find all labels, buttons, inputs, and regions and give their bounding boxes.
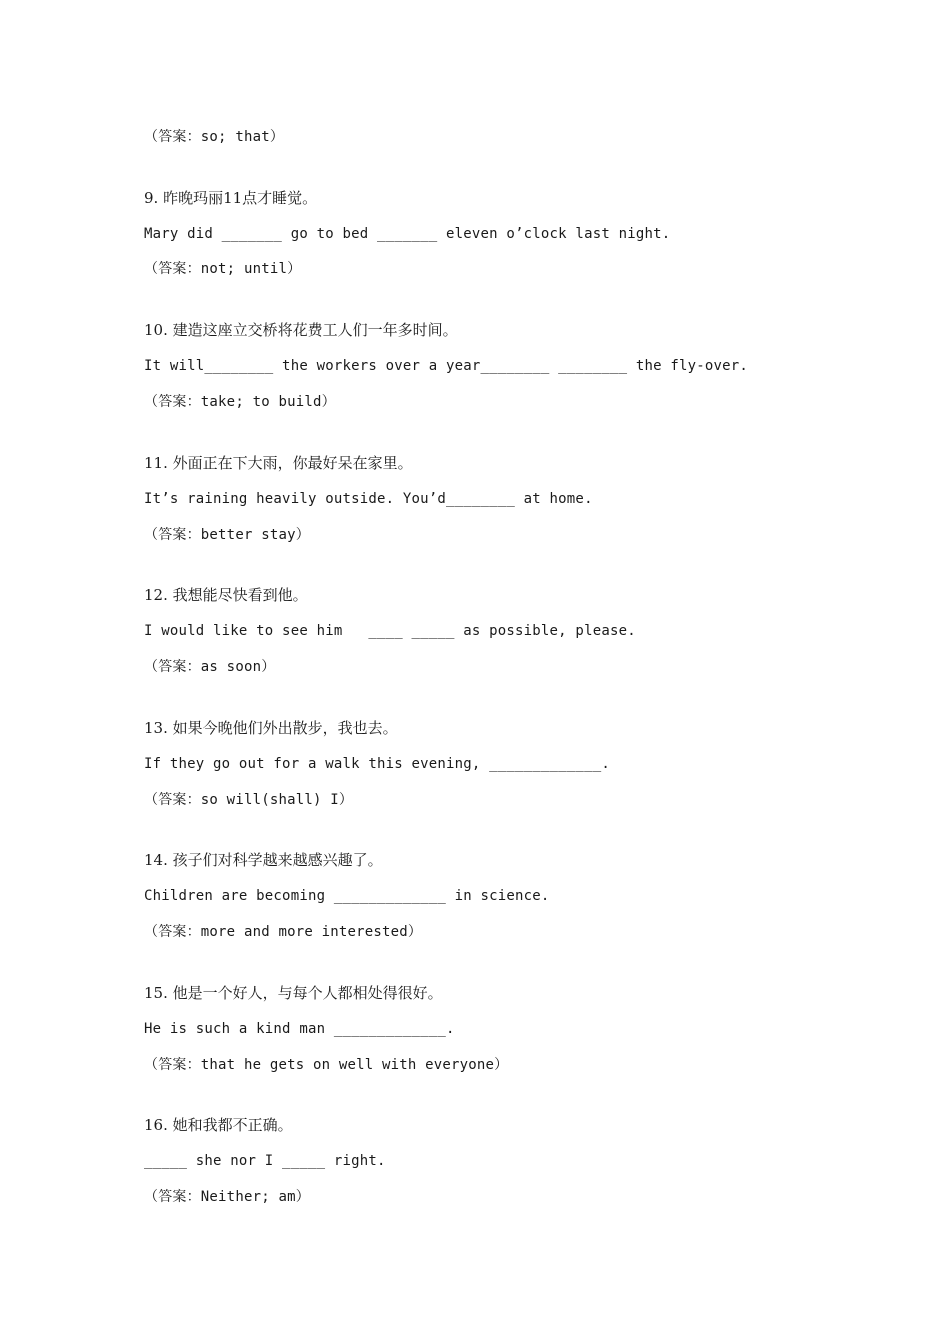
answer-line: （答案：not; until） [144,261,302,277]
sentence-line: It’s raining heavily outside. You’d________ at home. [144,491,593,507]
sentence-line: It will________ the workers over a year________ ________ the fly-over. [144,358,749,374]
answer-line: （答案：that he gets on well with everyone） [144,1057,509,1073]
question-line: 16. 她和我都不正确。 [144,1116,293,1134]
sentence-line: If they go out for a walk this evening, _____________. [144,756,610,772]
answer-line: （答案：as soon） [144,659,276,675]
sentence-line: I would like to see him ____ _____ as possible, please. [144,623,636,639]
question-line: 13. 如果今晚他们外出散步，我也去。 [144,719,398,737]
question-line: 11. 外面正在下大雨，你最好呆在家里。 [144,454,413,472]
answer-line: （答案：so will(shall) I） [144,792,354,808]
sentence-line: _____ she nor I _____ right. [144,1153,386,1169]
answer-line: （答案：better stay） [144,527,310,543]
question-line: 14. 孩子们对科学越来越感兴趣了。 [144,851,383,869]
sentence-line: Mary did _______ go to bed _______ eleven o’clock last night. [144,226,671,242]
question-line: 10. 建造这座立交桥将花费工人们一年多时间。 [144,321,458,339]
answer-line: （答案：so; that） [144,129,285,145]
answer-line: （答案：take; to build） [144,394,336,410]
question-line: 9. 昨晚玛丽11点才睡觉。 [144,189,318,207]
sentence-line: Children are becoming _____________ in science. [144,888,550,904]
question-line: 12. 我想能尽快看到他。 [144,586,308,604]
answer-line: （答案：more and more interested） [144,924,423,940]
question-line: 15. 他是一个好人，与每个人都相处得很好。 [144,984,443,1002]
sentence-line: He is such a kind man _____________. [144,1021,455,1037]
answer-line: （答案：Neither; am） [144,1189,310,1205]
